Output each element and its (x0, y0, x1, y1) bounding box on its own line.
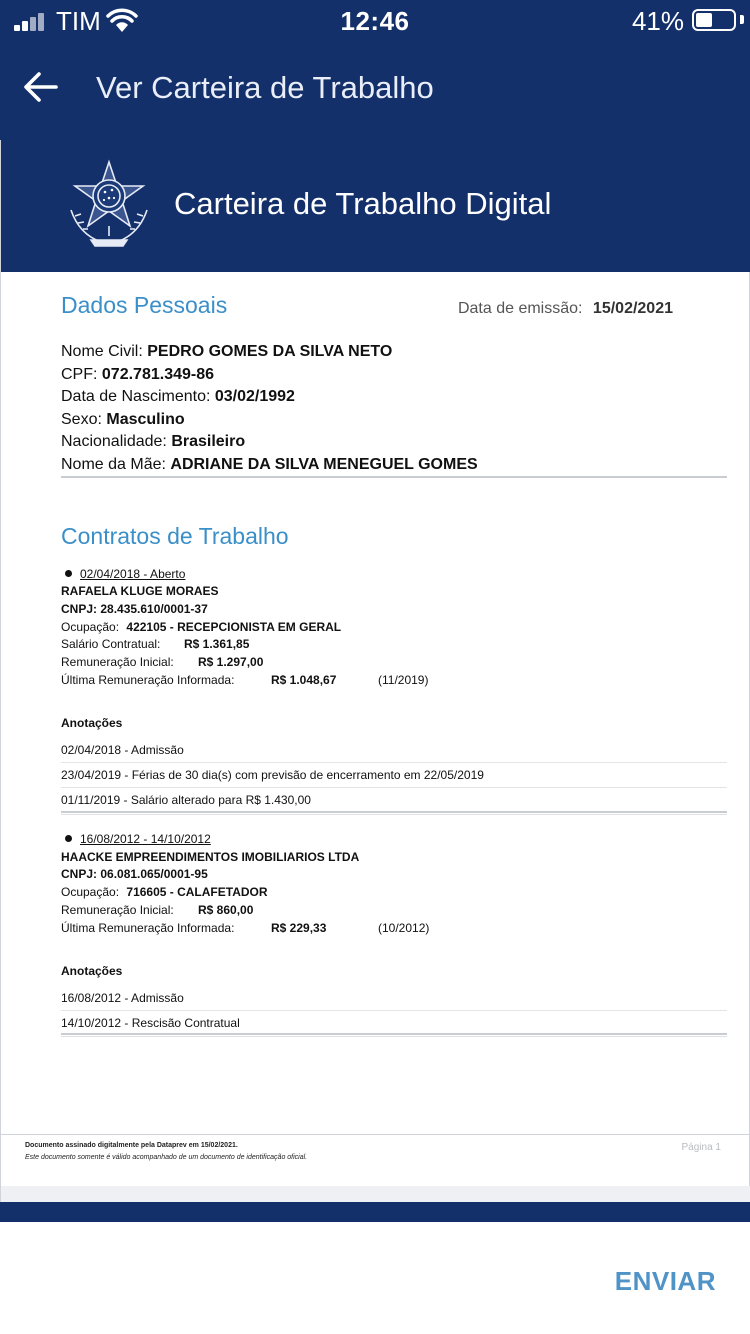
emission-date (458, 300, 673, 318)
annotation-divider (61, 787, 727, 788)
bullet-icon (65, 570, 72, 577)
contract-cnpj: CNPJ: 06.081.065/0001-95 (61, 867, 208, 881)
field-birth-date: Data de Nascimento: 03/02/1992 (61, 388, 295, 405)
emission-value: 15/02/2021 (592, 300, 673, 317)
page-edge (1, 1186, 750, 1202)
bullet-icon (65, 835, 72, 842)
arrow-left-icon[interactable] (22, 68, 60, 106)
contract-initial-label: Remuneração Inicial: (61, 903, 174, 917)
clock: 12:46 (340, 6, 410, 36)
emission-label: Data de emissão: (457, 300, 583, 317)
contract-employer: HAACKE EMPREENDIMENTOS IMOBILIARIOS LTDA (61, 850, 360, 864)
contracts-heading: Contratos de Trabalho (61, 523, 289, 549)
footer-signature-note: Documento assinado digitalmente pela Dataprev em 15/02/2021. (25, 1142, 238, 1149)
footer-divider (1, 1134, 750, 1135)
footer-validity-note: Este documento somente é válido acompanhado de um documento de identificação oficial. (25, 1154, 308, 1161)
contract-period: 02/04/2018 - Aberto (80, 567, 186, 581)
annotations-heading: Anotações (61, 964, 123, 978)
brazil-coat-of-arms-icon (61, 156, 157, 252)
contract-salary-label: Salário Contratual: (61, 637, 161, 651)
contract-last-value: R$ 229,33 (271, 921, 327, 935)
contract-occupation: Ocupação: 422105 - RECEPCIONISTA EM GERAL (61, 620, 342, 634)
contract-initial-label: Remuneração Inicial: (61, 655, 174, 669)
document-viewer[interactable] (0, 140, 750, 1202)
battery-percent: 41% (631, 6, 684, 36)
document-title: Carteira de Trabalho Digital (174, 186, 552, 221)
annotation-item: 23/04/2019 - Férias de 30 dia(s) com previsão de encerramento em 22/05/2019 (61, 768, 484, 782)
send-button[interactable]: ENVIAR (614, 1266, 716, 1296)
annotation-item: 16/08/2012 - Admissão (61, 991, 184, 1005)
contract-last-ref: (10/2012) (378, 921, 430, 935)
contract-cnpj: CNPJ: 28.435.610/0001-37 (61, 602, 208, 616)
battery-cap (740, 15, 744, 24)
field-name: Nome Civil: PEDRO GOMES DA SILVA NETO (61, 343, 393, 360)
annotations-heading: Anotações (61, 716, 123, 730)
contract-salary-value: R$ 1.361,85 (184, 637, 250, 651)
contract-employer: RAFAELA KLUGE MORAES (61, 584, 219, 598)
battery-icon (692, 9, 736, 31)
field-nationality: Nacionalidade: Brasileiro (61, 433, 246, 450)
contract-last-ref: (11/2019) (378, 673, 429, 687)
annotation-divider (61, 1010, 727, 1011)
section-divider (61, 476, 727, 478)
document-header (1, 140, 750, 272)
carrier-label: TIM (56, 6, 101, 36)
status-bar (0, 0, 750, 44)
field-sex: Sexo: Masculino (61, 411, 185, 428)
contract-occupation: Ocupação: 716605 - CALAFETADOR (61, 885, 268, 899)
personal-data-heading: Dados Pessoais (61, 292, 228, 318)
app-bar (0, 0, 750, 140)
next-page-header (0, 1202, 750, 1222)
field-cpf: CPF: 072.781.349-86 (61, 366, 215, 383)
contract-initial-value: R$ 1.297,00 (198, 655, 264, 669)
annotation-divider (61, 762, 727, 763)
annotation-item: 01/11/2019 - Salário alterado para R$ 1.430,00 (61, 793, 311, 807)
contract-initial-value: R$ 860,00 (198, 903, 254, 917)
page-title: Ver Carteira de Trabalho (96, 70, 434, 105)
contract-divider (61, 1033, 727, 1037)
contract-last-label: Última Remuneração Informada: (61, 673, 235, 687)
battery-level (696, 13, 712, 27)
contract-last-value: R$ 1.048,67 (271, 673, 337, 687)
annotation-item: 14/10/2012 - Rescisão Contratual (61, 1016, 240, 1030)
field-mother-name: Nome da Mãe: ADRIANE DA SILVA MENEGUEL GOMES (61, 456, 478, 473)
contract-period: 16/08/2012 - 14/10/2012 (80, 832, 211, 846)
annotation-item: 02/04/2018 - Admissão (61, 743, 184, 757)
contract-divider (61, 811, 727, 815)
page-number: Página 1 (681, 1142, 721, 1153)
contract-last-label: Última Remuneração Informada: (61, 921, 235, 935)
